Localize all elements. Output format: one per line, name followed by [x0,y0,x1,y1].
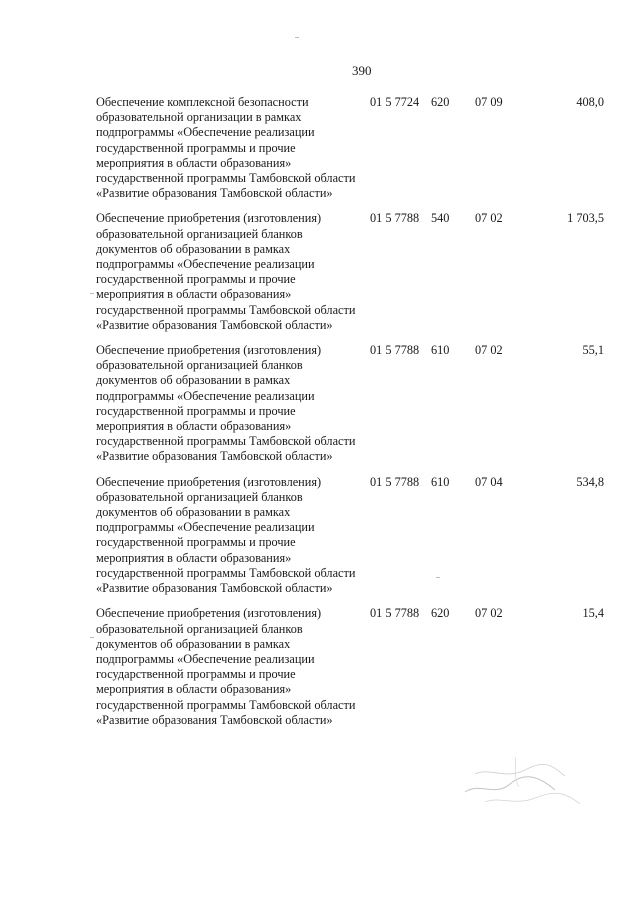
row-section-code: 07 02 [475,211,503,226]
row-expense-type: 610 [431,474,450,489]
row-description: Обеспечение приобретения (изготовления) образовательной организацией бланков документов об образовании в рамках подпрограммы «Обеспечение реализации государственной программы и прочие мероприятия в области образования» государственной программы Тамбовской области «Развитие образования Тамбовской области» [96,211,356,332]
row-amount: 15,4 [582,606,604,621]
table-row [96,211,606,333]
row-amount: 534,8 [576,474,604,489]
row-description: Обеспечение приобретения (изготовления) образовательной организацией бланков документов об образовании в рамках подпрограммы «Обеспечение реализации государственной программы и прочие мероприятия в области образования» государственной программы Тамбовской области «Развитие образования Тамбовской области» [96,474,356,596]
row-expense-type: 620 [431,606,450,621]
row-section-code: 07 09 [475,95,503,109]
row-description: Обеспечение приобретения (изготовления) образовательной организацией бланков документов об образовании в рамках подпрограммы «Обеспечение реализации государственной программы и прочие мероприятия в области образования» государственной программы Тамбовской области «Развитие образования Тамбовской области» [96,343,356,464]
row-amount: 1 703,5 [567,211,604,226]
scan-speck [90,293,94,294]
row-target-code: 01 5 7788 [370,343,420,358]
row-target-code: 01 5 7788 [370,211,420,226]
row-amount: 55,1 [582,343,604,358]
row-section-code: 07 02 [475,343,503,358]
scan-speck [436,577,440,578]
row-section-code: 07 02 [475,606,503,621]
row-expense-type: 610 [431,343,450,358]
scan-speck [295,37,299,38]
row-target-code: 01 5 7724 [370,95,420,109]
table-row [96,606,606,728]
table-row [96,95,606,201]
row-description: Обеспечение приобретения (изготовления) образовательной организацией бланков документов об образовании в рамках подпрограммы «Обеспечение реализации государственной программы и прочие мероприятия в области образования» государственной программы Тамбовской области «Развитие образования Тамбовской области» [96,606,356,727]
scan-speck [90,637,94,638]
row-target-code: 01 5 7788 [370,474,420,489]
budget-table [96,95,606,738]
row-section-code: 07 04 [475,474,503,489]
row-target-code: 01 5 7788 [370,606,420,621]
row-expense-type: 620 [431,95,450,109]
table-row [96,343,606,465]
page-number: 390 [352,63,372,78]
row-description: Обеспечение комплексной безопасности образовательной организации в рамках подпрограммы «Обеспечение реализации государственной программы и прочие мероприятия в области образования» государственной программы Тамбовской области «Развитие образования Тамбовской области» [96,95,356,201]
row-expense-type: 540 [431,211,450,226]
faded-stamp-mark [455,752,585,812]
table-row [96,475,606,597]
row-amount: 408,0 [576,95,604,109]
